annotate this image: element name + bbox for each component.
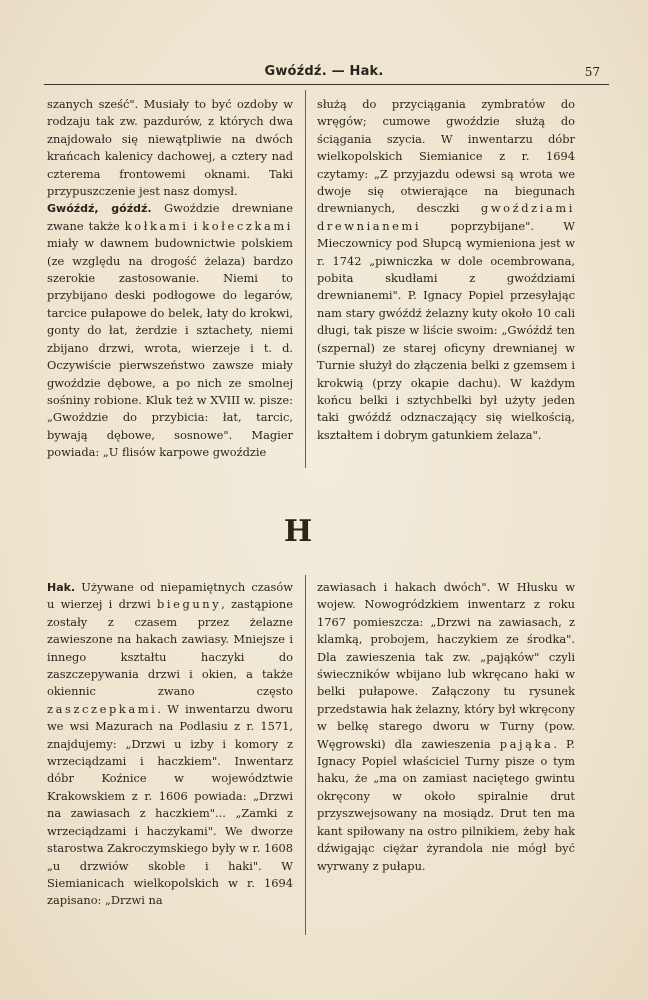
running-header: [20, 62, 628, 84]
column-divider-top: [305, 90, 306, 468]
column-top-left: [47, 96, 293, 462]
paragraph-continuation: szanych sześć". Musiały to być ozdoby w rodzaju tak zw. pazdurów, z których dwa znajdowało się niewątpliwie na dwóch krańcach kalenicy dachowej, a cztery nad czterema frontowemi oknami. Taki przypuszczenie jest nasz domysł.: [47, 97, 293, 199]
entry-text: , zastąpione zostały z czasem przez żelazne zawieszone na hakach zawiasy. Mniejsze i innego kształtu haczyki do zaszczepywania drzwi i okien, a także okiennic zwano często: [47, 597, 293, 699]
column-bottom-left: [47, 579, 293, 910]
column-top-right: [317, 96, 575, 444]
spaced-term: kołkami: [124, 218, 189, 233]
column-divider-bottom: [305, 575, 306, 935]
spaced-term: kołeczkami: [202, 218, 293, 233]
column-bottom-right: [317, 579, 575, 875]
entry-text: służą do przyciągania zymbratów do wręgów; cumowe gwoździe służą do ściągania szycia. W inwentarzu dóbr wielkopolskich Siemianice z r. 1694 czytamy: „Z przyjazdu odewsi są wrota we dwoje się otwierające na biegunach drewnianych, desczki: [317, 97, 575, 216]
entry-hak-continued: [317, 579, 575, 875]
entry-text: Używane od niepamiętnych czasów u wierzej i drzwi: [47, 580, 293, 612]
section-initial-letter: H: [283, 514, 313, 549]
spaced-term: gwoździami drewnianemi: [317, 201, 575, 233]
spaced-term: zaszczepkami: [47, 701, 158, 716]
entry-headword: Hak.: [47, 581, 76, 594]
entry-gwozdz-continued: [317, 96, 575, 444]
entry-text: . W inwentarzu dworu we wsi Mazurach na Podlasiu z r. 1571, znajdujemy: „Drzwi u izby i komory z wrzeciądzami i haczkiem". Inwentarz dóbr Koźnice w województwie Krakowskiem z r. 1606 powiada: „Drzwi na zawiasach z haczkiem"... „Zamki z wrzeciądzami i haczykami". We dworze starostwa Zakroczymskiego były w r. 1608 „u drzwiów skoble i haki". W Siemianicach wielkopolskich w r. 1694 zapisano: „Drzwi na: [47, 701, 293, 908]
entry-gwozdz: [47, 200, 293, 461]
header-rule: [44, 84, 609, 85]
entry-text: . P. Ignacy Popiel właściciel Turny pisze o tym haku, że „ma on zamiast naciętego gwintu okręcony w około spiralnie drut przyszwejsowany na mosiądz. Drut ten ma kant spiłowany na ostro pilnikiem, żeby hak dźwigając ciężar żyrandola nie mógł być wyrwany z pułapu.: [317, 736, 576, 873]
spaced-term: bieguny: [156, 597, 222, 612]
entry-text: i: [188, 218, 203, 233]
spaced-term: pająka: [499, 736, 554, 751]
entry-text: poprzybijane". W Mieczownicy pod Słupcą wymieniona jest w r. 1742 „piwniczka w dole ocembrowana, pobita skudłami z gwoździami drewnianemi". P. Ignacy Popiel przesyłając nam stary gwóźdź żelazny kuty około 10 cali długi, tak pisze w liście swoim: „Gwóźdź ten (szpernal) ze starej oficyny drewnianej w Turnie służył do złączenia belki z gzemsem i krokwią (przy okapie dachu). W każdym końcu belki i sztychbelki był użyty jeden taki gwóźdź odznaczający się wielkością, kształtem i dobrym gatunkiem żelaza".: [317, 218, 575, 442]
page-number: 57: [584, 65, 600, 79]
entry-hak: [47, 579, 293, 910]
entry-headword: Gwóźdź, góźdź.: [47, 202, 152, 216]
entry-text: Gwoździe drewniane zwane także: [47, 201, 293, 233]
entry-text: zawiasach i hakach dwóch". W Hłusku w wojew. Nowogródzkiem inwentarz z roku 1767 pomieszcza: „Drzwi na zawiasach, z klamką, probojem, haczykiem ze środka". Dla zawieszenia tak zw. „pająków" czyli świeczników wbijano lub wkręcano haki w belki pułapowe. Załączony tu rysunek przedstawia hak żelazny, który był wkręcony w belkę starego dworu w Turny (pow. Węgrowski) dla zawieszenia: [317, 580, 575, 751]
header-title: Gwóźdź. — Hak.: [264, 64, 384, 79]
entry-text: miały w dawnem budownictwie polskiem (ze względu na drogość żelaza) bardzo szerokie zastosowanie. Niemi to przybijano deski podłogowe do legarów, tarcice pułapowe do belek, łaty do krokwi, gonty do łat, żerdzie i sztachety, niemi zbijano drzwi, wrota, wierzeje i t. d. Oczywiście pierwszeństwo zawsze miały gwoździe dębowe, a po nich ze smolnej sośniny robione. Kluk też w XVIII w. pisze: „Gwoździe do przybicia: łat, tarcic, bywają dębowe, sosnowe". Magier powiada: „U flisów karpowe gwoździe: [47, 236, 293, 460]
